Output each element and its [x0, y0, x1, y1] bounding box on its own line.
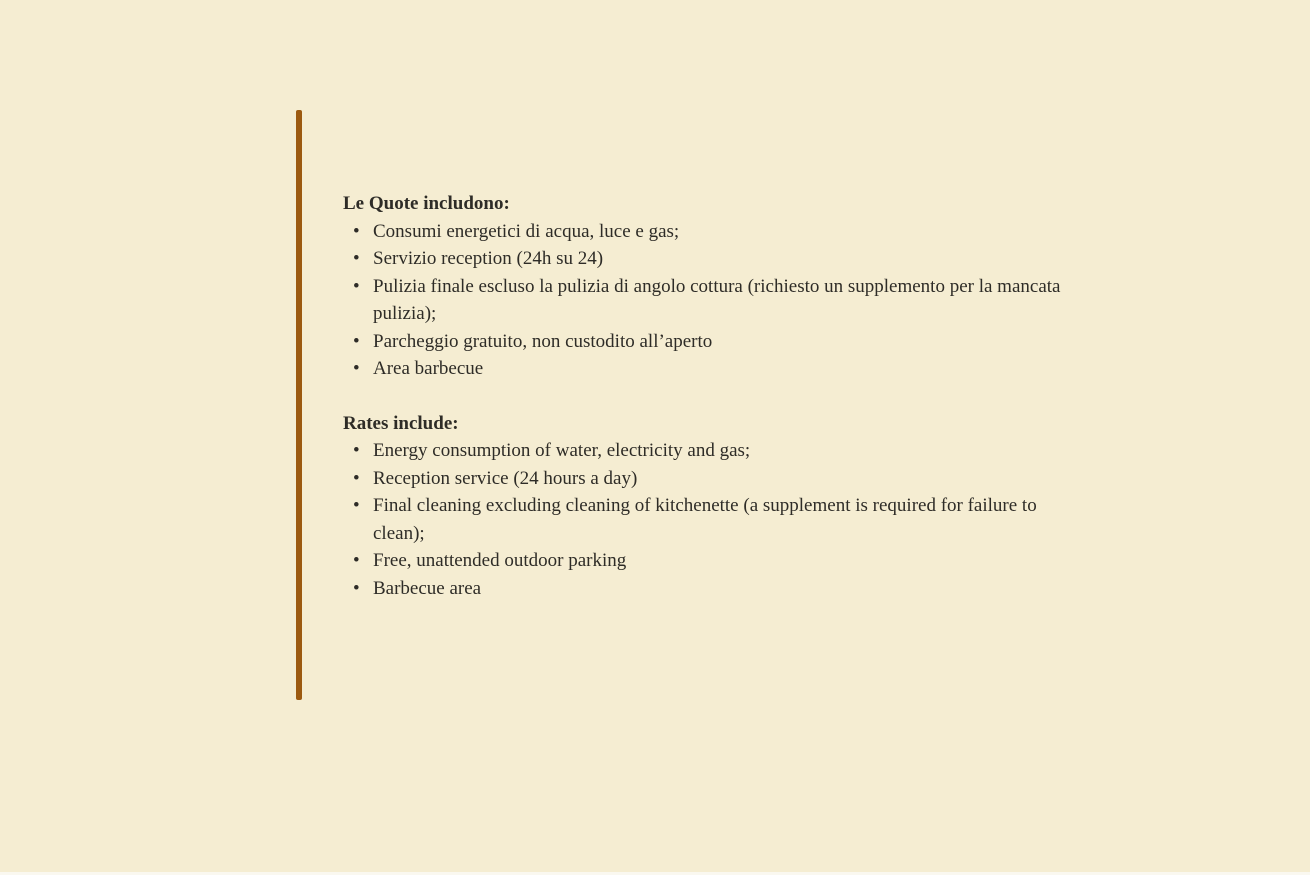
section-heading-italian: Le Quote includono: — [343, 193, 510, 214]
section-rates-english — [343, 410, 1088, 603]
list-item: • Parcheggio gratuito, non custodito all’aperto — [343, 328, 1088, 356]
list-item: • Consumi energetici di acqua, luce e gas; — [343, 218, 1088, 246]
list-item: • Energy consumption of water, electricity and gas; — [343, 437, 1088, 465]
list-item: • Barbecue area — [343, 575, 1088, 603]
vertical-accent-rule — [296, 110, 302, 700]
list-item: • Pulizia finale escluso la pulizia di angolo cottura (richiesto un supplemento per la mancata pulizia); — [343, 273, 1088, 328]
list-item: • Free, unattended outdoor parking — [343, 547, 1088, 575]
content-panel — [343, 190, 1088, 602]
list-item: • Area barbecue — [343, 355, 1088, 383]
list-item: • Servizio reception (24h su 24) — [343, 245, 1088, 273]
list-item: • Reception service (24 hours a day) — [343, 465, 1088, 493]
bullet-list-english — [343, 437, 1088, 602]
list-item: • Final cleaning excluding cleaning of kitchenette (a supplement is required for failure to clean); — [343, 492, 1088, 547]
bullet-list-italian — [343, 218, 1088, 383]
section-heading-english: Rates include: — [343, 412, 459, 434]
section-rates-italian — [343, 190, 1088, 383]
